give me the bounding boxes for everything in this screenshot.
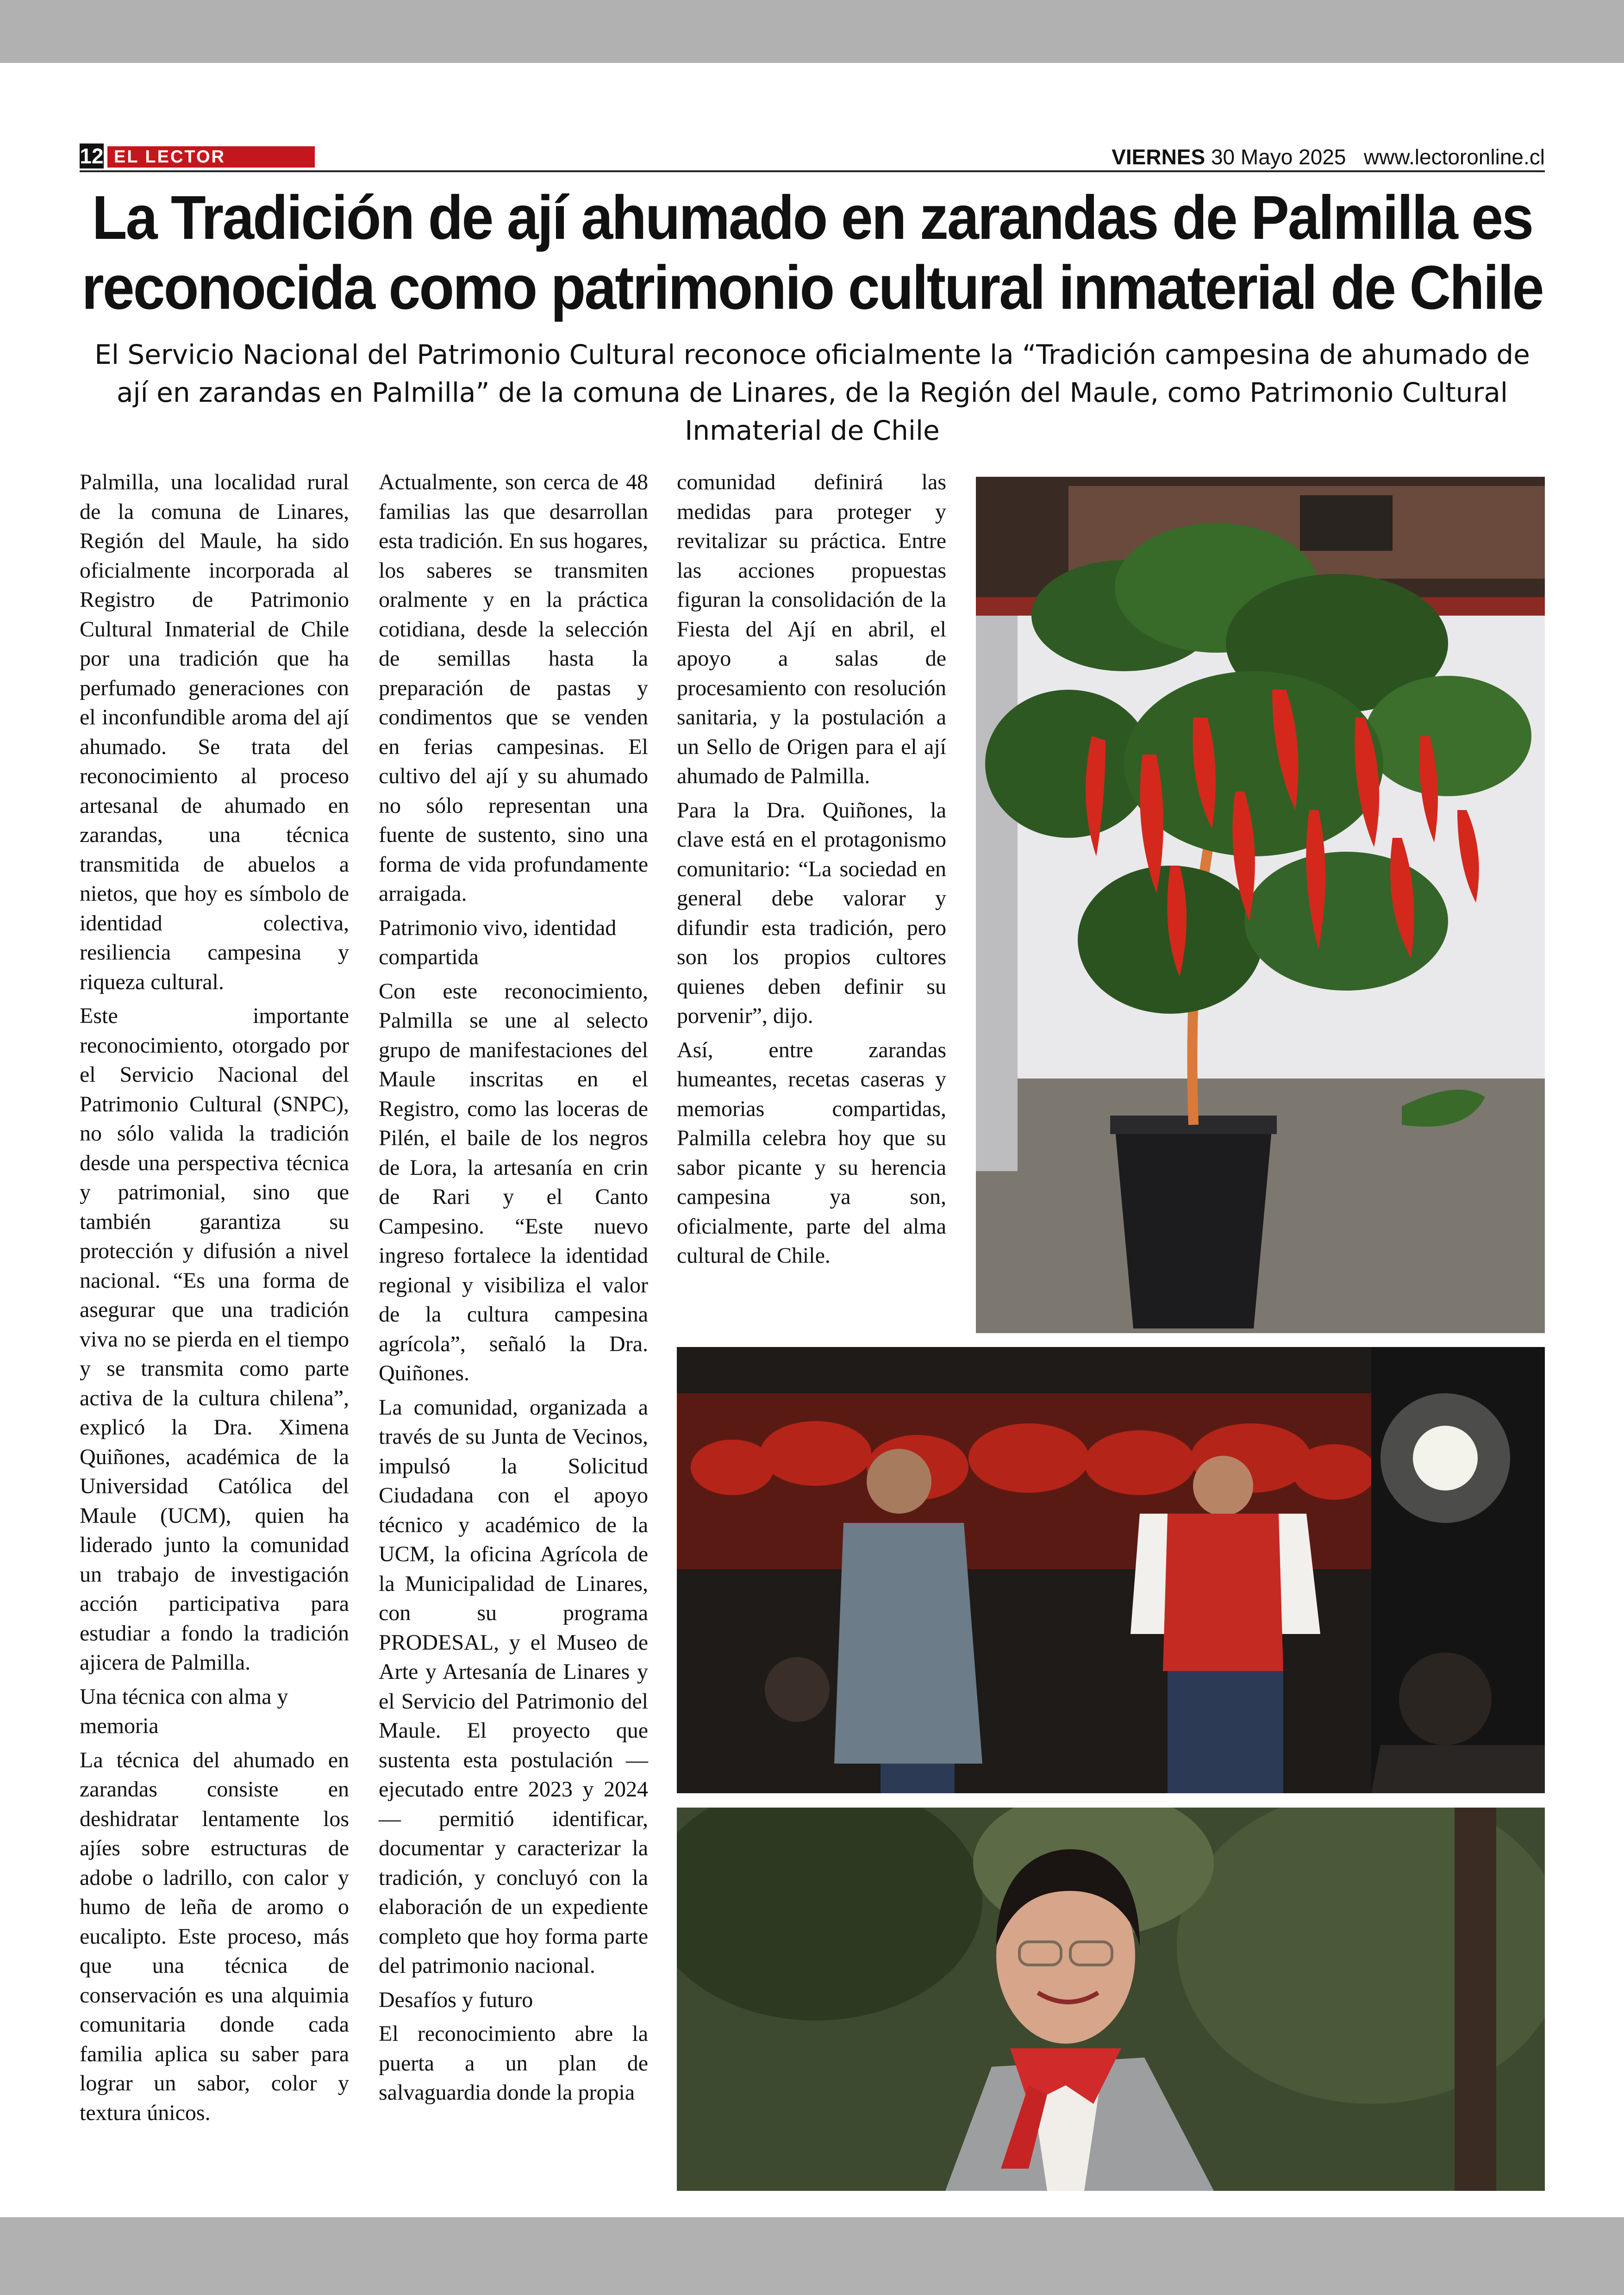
text-column-1 — [80, 468, 349, 2132]
paragraph: Actualmente, son cerca de 48 familias las que desarrollan esta tradición. En sus hogares, los saberes se transmiten oralmente y en la práctica cotidiana, desde la selección de semillas hasta la preparación de pastas y condimentos que se venden en ferias campesinas. El cultivo del ají y su ahumado no sólo representan una fuente de sustento, sino una forma de vida profundamente arraigada. — [379, 470, 648, 906]
text-column-2 — [379, 468, 648, 2112]
paragraph: Así, entre zarandas humeantes, recetas caseras y memorias compartidas, Palmilla celebra hoy que su sabor picante y su herencia campesina ya son, oficialmente, parte del alma cultural de Chile. — [677, 1037, 946, 1268]
article-subtitle: El Servicio Nacional del Patrimonio Cultural reconoce oficialmente la “Tradición campesina de ahumado de ají en zarandas en Palmilla” de la comuna de Linares, de la Región del Maule, como Patrimonio Cultural Inmaterial de Chile — [94, 339, 1530, 446]
dateline — [1112, 144, 1545, 169]
date: 30 Mayo 2025 — [1211, 145, 1346, 169]
page-header — [80, 143, 1545, 172]
weekday: VIERNES — [1112, 145, 1206, 169]
chili-plant-photo — [976, 477, 1545, 1333]
portrait-photo — [677, 1808, 1545, 2191]
smokehouse-visit-photo — [677, 1347, 1545, 1793]
section-heading: Una técnica con alma y memoria — [80, 1684, 288, 1738]
newspaper-logo: EL LECTOR — [107, 146, 315, 168]
paragraph: Este importante reconocimiento, otorgado por el Servicio Nacional del Patrimonio Cultural (SNPC), no sólo valida la tradición desde una perspectiva técnica y patrimonial, sino que también garantiza su protección y difusión a nivel nacional. “Es una forma de asegurar que una tradición viva no se pierda en el tiempo y se transmita como parte activa de la cultura chilena”, explicó la Dra. Ximena Quiñones, académica de la Universidad Católica del Maule (UCM), quien ha liderado junto la comunidad un trabajo de investigación acción participativa para estudiar a fondo la tradición ajicera de Palmilla. — [80, 1004, 349, 1675]
top-margin — [0, 0, 1624, 63]
paragraph: Con este reconocimiento, Palmilla se une al selecto grupo de manifestaciones del Maule inscritas en el Registro, como las loceras de Pilén, el baile de los negros de Lora, la artesanía en crin de Rari y el Canto Campesino. “Este nuevo ingreso fortalece la identidad regional y visibiliza el valor de la cultura campesina agrícola”, señaló la Dra. Quiñones. — [379, 979, 648, 1385]
paragraph: El reconocimiento abre la puerta a un plan de salvaguardia donde la propia — [379, 2021, 648, 2105]
paragraph: comunidad definirá las medidas para proteger y revitalizar su práctica. Entre las acciones propuestas figuran la consolidación de la Fiesta del Ají en abril, el apoyo a salas de procesamiento con resolución sanitaria, y la postulación a un Sello de Origen para el ají ahumado de Palmilla. — [677, 470, 946, 788]
bottom-margin — [0, 2217, 1624, 2295]
section-heading: Patrimonio vivo, identidad compartida — [379, 915, 617, 969]
article-title: La Tradición de ají ahumado en zarandas de Palmilla es reconocida como patrimonio cultural inmaterial de Chile — [81, 183, 1543, 323]
paragraph: Para la Dra. Quiñones, la clave está en el protagonismo comunitario: “La sociedad en general debe valorar y difundir esta tradición, pero son los propios cultores quienes deben definir su porvenir”, dijo. — [677, 798, 946, 1028]
page-number: 12 — [80, 144, 104, 168]
paragraph: Palmilla, una localidad rural de la comuna de Linares, Región del Maule, ha sido oficialmente incorporada al Registro de Patrimonio Cultural Inmaterial de Chile por una tradición que ha perfumado generaciones con el inconfundible aroma del ají ahumado. Se trata del reconocimiento al proceso artesanal de ahumado en zarandas, una técnica transmitida de abuelos a nietos, que hoy es símbolo de identidad colectiva, resiliencia campesina y riqueza cultural. — [80, 470, 349, 994]
section-heading: Desafíos y futuro — [379, 1987, 533, 2012]
website-link[interactable]: www.lectoronline.cl — [1363, 145, 1545, 169]
paragraph: La comunidad, organizada a través de su Junta de Vecinos, impulsó la Solicitud Ciudadana con el apoyo técnico y académico de la UCM, la oficina Agrícola de la Municipalidad de Linares, con su programa PRODESAL, y el Museo de Arte y Artesanía de Linares y el Servicio del Patrimonio del Maule. El proyecto que sustenta esta postulación —ejecutado entre 2023 y 2024— permitió identificar, documentar y caracterizar la tradición, y concluyó con la elaboración de un expediente completo que hoy forma parte del patrimonio nacional. — [379, 1395, 648, 1978]
text-column-3 — [677, 468, 946, 1275]
paragraph: La técnica del ahumado en zarandas consiste en deshidratar lentamente los ajíes sobre estructuras de adobe o ladrillo, con calor y humo de leña de aromo o eucalipto. Este proceso, más que una técnica de conservación es una alquimia comunitaria donde cada familia aplica su saber para lograr un sabor, color y textura únicos. — [80, 1747, 349, 2125]
